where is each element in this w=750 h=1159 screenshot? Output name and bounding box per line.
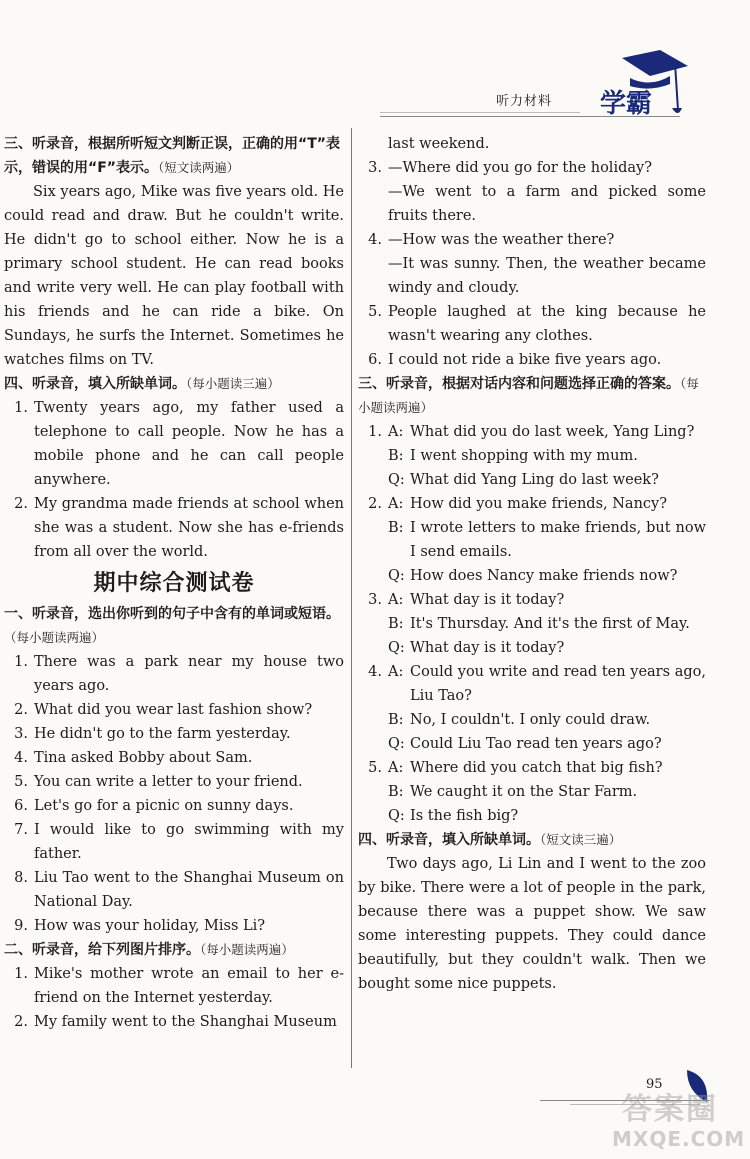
dialogue-item — [358, 756, 706, 828]
section-title: 三、听录音，根据所听短文判断正误，正确的用“T”表示，错误的用“F”表示。 — [4, 136, 340, 176]
list-item — [4, 492, 344, 564]
list-item — [4, 794, 344, 818]
page-header — [0, 0, 750, 130]
item-text: Liu Tao went to the Shanghai Museum on National Day. — [34, 870, 344, 910]
column-divider — [351, 128, 352, 1068]
list-item — [4, 866, 344, 914]
right-column — [358, 132, 706, 996]
item-number: 4. — [368, 664, 382, 680]
dialogue-line: What day is it today? — [410, 592, 565, 608]
item-text: Mike's mother wrote an email to her e-friend on the Internet yesterday. — [34, 966, 344, 1006]
dialogue-line: —Where did you go for the holiday? — [388, 160, 652, 176]
item-number: 7. — [14, 822, 28, 838]
section-note: （每小题读三遍） — [186, 376, 280, 391]
list-item — [4, 650, 344, 698]
logo-text: 学霸 — [600, 89, 653, 119]
item-text: I could not ride a bike five years ago. — [388, 352, 662, 368]
item-number: 6. — [14, 798, 28, 814]
xueba-logo-icon — [560, 48, 695, 126]
section-title: 二、听录音，给下列图片排序。 — [4, 942, 200, 958]
list-item — [358, 228, 706, 300]
speaker-label: A: — [388, 664, 404, 680]
test-section-1-heading — [4, 602, 344, 650]
test-section-4-heading — [358, 828, 706, 852]
item-number: 4. — [14, 750, 28, 766]
section-3-heading — [4, 132, 344, 180]
list-item — [4, 962, 344, 1010]
continued-line: last weekend. — [388, 136, 490, 152]
test-section-3-heading — [358, 372, 706, 420]
item-number: 5. — [14, 774, 28, 790]
item-text: He didn't go to the farm yesterday. — [34, 726, 291, 742]
speaker-label: Q: — [388, 472, 405, 488]
list-item — [358, 300, 706, 348]
dialogue-line: We caught it on the Star Farm. — [410, 784, 638, 800]
list-item — [4, 396, 344, 492]
item-number: 2. — [368, 496, 382, 512]
watermark-text: 答案圈 — [622, 1092, 718, 1127]
item-text: There was a park near my house two years ago. — [34, 654, 344, 694]
dialogue-line: What did Yang Ling do last week? — [410, 472, 659, 488]
dialogue-line: No, I couldn't. I only could draw. — [410, 712, 651, 728]
section-4-heading — [4, 372, 344, 396]
dialogue-line: How does Nancy make friends now? — [410, 568, 678, 584]
list-item — [4, 818, 344, 866]
item-number: 1. — [14, 654, 28, 670]
speaker-label: Q: — [388, 640, 405, 656]
dialogue-line: I went shopping with my mum. — [410, 448, 638, 464]
speaker-label: A: — [388, 592, 404, 608]
speaker-label: A: — [388, 496, 404, 512]
list-item — [358, 348, 706, 372]
item-number: 2. — [14, 1014, 28, 1030]
item-text: Let's go for a picnic on sunny days. — [34, 798, 294, 814]
list-item — [4, 746, 344, 770]
passage-text: Six years ago, Mike was five years old. He could read and draw. But he couldn't write. He didn't go to school either. Now he is a primary school student. He can read books and write very well. He can play football with his friends and he can ride a bike. On Sundays, he surfs the Internet. Sometimes he watches films on TV. — [4, 184, 344, 368]
speaker-label: B: — [388, 712, 404, 728]
section-note: （短文读两遍） — [157, 160, 240, 175]
section-note: （每小题读两遍） — [200, 942, 294, 957]
passage-text: Two days ago, Li Lin and I went to the zoo by bike. There were a lot of people in the park, because there was a puppet show. We saw some interesting puppets. They could dance beautifully, but they couldn't walk. Then we bought some nice puppets. — [358, 856, 706, 992]
speaker-label: A: — [388, 424, 404, 440]
item-number: 1. — [368, 424, 382, 440]
speaker-label: B: — [388, 616, 404, 632]
list-item — [4, 770, 344, 794]
dialogue-item — [358, 492, 706, 588]
list-item — [4, 1010, 344, 1034]
dialogue-line: Could Liu Tao read ten years ago? — [410, 736, 662, 752]
item-number: 3. — [368, 592, 382, 608]
item-number: 5. — [368, 760, 382, 776]
item-number: 1. — [14, 966, 28, 982]
item-number: 4. — [368, 232, 382, 248]
item-number: 3. — [14, 726, 28, 742]
dialogue-line: Could you write and read ten years ago, Liu Tao? — [410, 664, 706, 704]
item-text: I would like to go swimming with my father. — [34, 822, 344, 862]
section-note: （短文读三遍） — [540, 832, 622, 847]
speaker-label: Q: — [388, 568, 405, 584]
left-column — [4, 132, 344, 1034]
dialogue-line: I wrote letters to make friends, but now I send emails. — [410, 520, 706, 560]
dialogue-item — [358, 588, 706, 660]
section-title: 四、听录音，填入所缺单词。 — [4, 376, 186, 392]
dialogue-line: How did you make friends, Nancy? — [410, 496, 667, 512]
item-number: 3. — [368, 160, 382, 176]
item-text: Tina asked Bobby about Sam. — [34, 750, 253, 766]
speaker-label: B: — [388, 520, 404, 536]
speaker-label: Q: — [388, 808, 405, 824]
test-title: 期中综合测试卷 — [93, 571, 255, 596]
page-number: 95 — [646, 1077, 663, 1092]
dialogue-line: Is the fish big? — [410, 808, 519, 824]
section-title: 一、听录音，选出你听到的句子中含有的单词或短语。 — [4, 606, 340, 622]
item-text: How was your holiday, Miss Li? — [34, 918, 266, 934]
speaker-label: B: — [388, 448, 404, 464]
test-section-2-heading — [4, 938, 344, 962]
dialogue-line: —How was the weather there? — [388, 232, 615, 248]
list-item — [358, 156, 706, 228]
header-rule-secondary — [380, 112, 580, 113]
item-number: 9. — [14, 918, 28, 934]
item-text: What did you wear last fashion show? — [34, 702, 313, 718]
list-item — [4, 698, 344, 722]
watermark-url: MXQE.COM — [612, 1127, 746, 1151]
item-text: My grandma made friends at school when she was a student. Now she has e-friends from all over the world. — [34, 496, 344, 560]
item-number: 2. — [14, 702, 28, 718]
dialogue-item — [358, 420, 706, 492]
dialogue-line: —It was sunny. Then, the weather became windy and cloudy. — [388, 256, 706, 296]
speaker-label: Q: — [388, 736, 405, 752]
list-item — [4, 914, 344, 938]
dialogue-item — [358, 660, 706, 756]
section-note: （每小题读两遍） — [4, 630, 105, 645]
section-title: 三、听录音，根据对话内容和问题选择正确的答案。 — [358, 376, 680, 392]
item-text: You can write a letter to your friend. — [34, 774, 303, 790]
dialogue-line: What did you do last week, Yang Ling? — [410, 424, 695, 440]
item-number: 1. — [14, 400, 28, 416]
section-title: 四、听录音，填入所缺单词。 — [358, 832, 540, 848]
dialogue-line: Where did you catch that big fish? — [410, 760, 663, 776]
dialogue-line: It's Thursday. And it's the first of May. — [410, 616, 690, 632]
item-text: People laughed at the king because he wasn't wearing any clothes. — [388, 304, 706, 344]
item-text: My family went to the Shanghai Museum — [34, 1014, 337, 1030]
speaker-label: A: — [388, 760, 404, 776]
item-number: 2. — [14, 496, 28, 512]
list-item — [4, 722, 344, 746]
section-note: （每小题读两遍） — [358, 376, 699, 415]
item-number: 5. — [368, 304, 382, 320]
dialogue-line: What day is it today? — [410, 640, 565, 656]
item-number: 8. — [14, 870, 28, 886]
header-title: 听力材料 — [496, 94, 553, 109]
item-number: 6. — [368, 352, 382, 368]
speaker-label: B: — [388, 784, 404, 800]
dialogue-line: —We went to a farm and picked some fruits there. — [388, 184, 706, 224]
item-text: Twenty years ago, my father used a telephone to call people. Now he has a mobile phone and he can call people anywhere. — [34, 400, 344, 488]
watermark — [612, 1092, 746, 1154]
